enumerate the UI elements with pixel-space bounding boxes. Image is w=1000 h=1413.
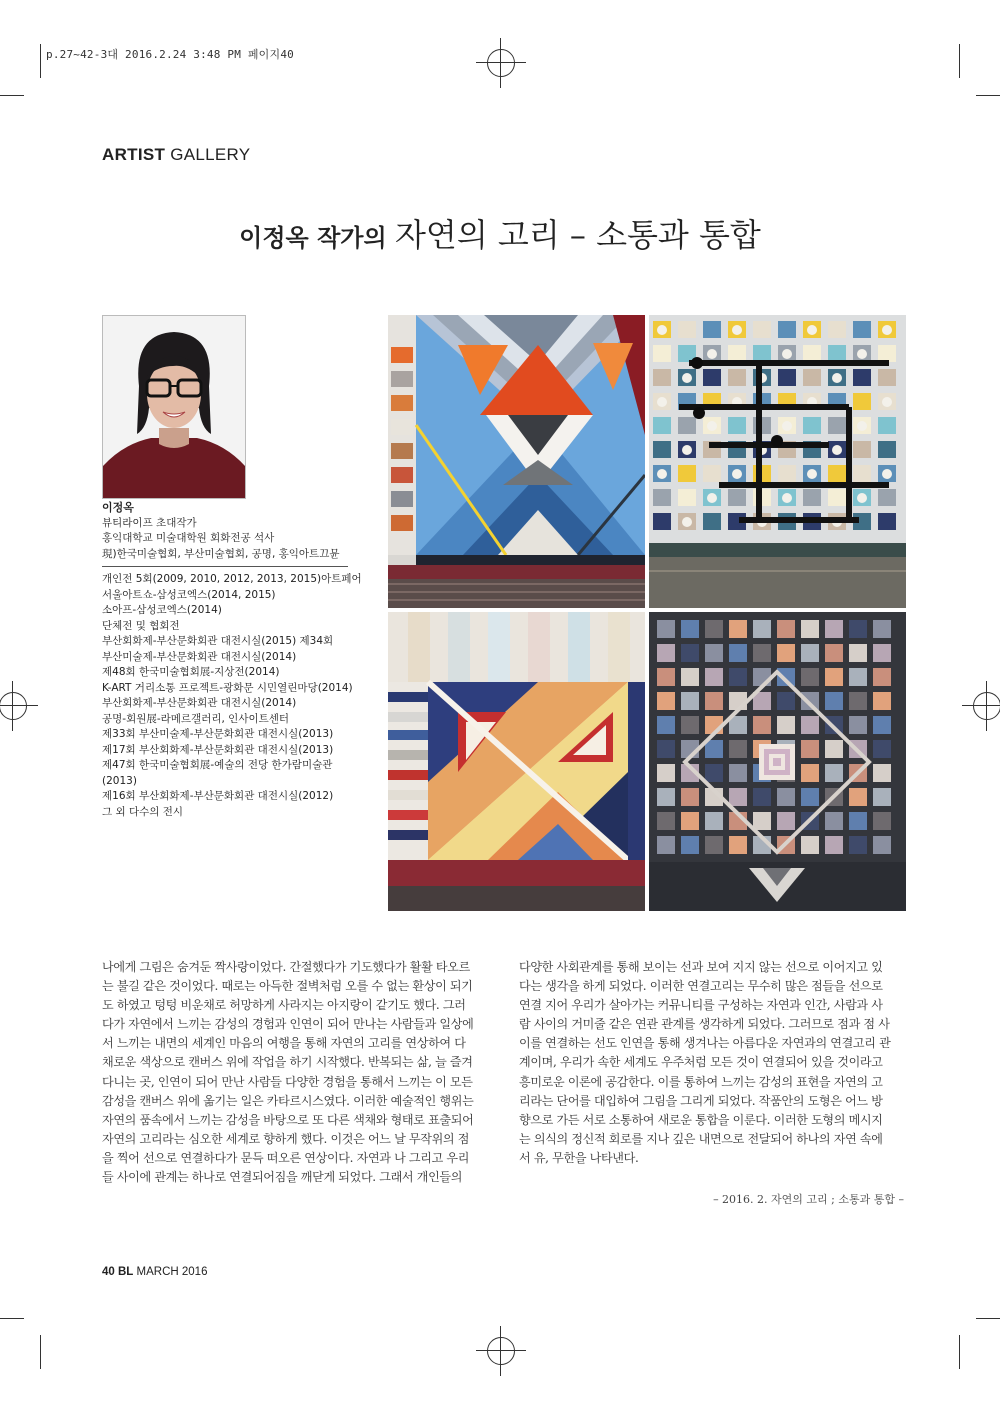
body-text-line: 다니는 곳, 인연이 되어 만난 사람들 다양한 경험을 통해서 느끼는 이 모든 [102,1074,473,1089]
essay-signature: – 2016. 2. 자연의 고리 ; 소통과 통합 – [713,1193,904,1206]
body-text-line: 리라는 단어를 대입하여 그림을 그리게 되었다. 작품안의 도형은 어느 방 [519,1093,883,1108]
title-main: 자연의 고리 – 소통과 통합 [395,216,761,254]
bio-line: 現)한국미술협회, 부산미술협회, 공명, 홍익아트끄뮨 [102,547,340,560]
body-text-line: 도 하였고 텅텅 비운채로 허망하게 사라지는 아지랑이 같기도 했다. 그러 [102,998,466,1013]
exhibition-line: 부산회화제-부산문화회관 대전시실(2015) 제34회 [102,635,334,647]
body-text-line: 흥미로운 이론에 공감한다. 이를 통하여 느끼는 감성의 표현을 자연의 고 [519,1074,883,1089]
bio-line: 뷰티라이프 초대작가 [102,516,197,529]
body-text-line: 서 유, 무한을 나타낸다. [519,1150,639,1165]
body-text-line: 서 느끼는 내면의 세계인 마음의 여행을 통해 자연의 고리를 연상하여 다 [102,1036,466,1051]
crop-mark [976,95,1000,96]
crop-mark [0,1318,24,1319]
body-text-line: 람 사이의 거미줄 같은 연관 관계를 생각하게 되었다. 그러므로 점과 점 사 [519,1017,890,1032]
artwork-top-left [388,315,645,608]
crop-mark [0,95,24,96]
exhibition-line: 제17회 부산회화제-부산문화회관 대전시실(2013) [102,743,334,756]
title-artist: 이정옥 작가의 [239,224,395,252]
body-column-1 [102,958,486,1187]
exhibition-line: 그 외 다수의 전시 [102,805,184,818]
exhibition-line: 서울아트쇼-삼성코엑스(2014, 2015) [102,588,276,601]
exhibition-line: 제47회 한국미술협회展-예술의 전당 한가람미술관(2013) [102,759,333,787]
exhibition-line: 부산미술제-부산문화회관 대전시실(2014) [102,650,297,663]
exhibition-line: 개인전 5회(2009, 2010, 2012, 2013, 2015)아트페어 [102,573,362,585]
crop-mark [976,1318,1000,1319]
exhibition-line: 부산회화제-부산문화회관 대전시실(2014) [102,697,297,709]
crop-mark [40,1335,41,1369]
body-text-line: 이를 연결하는 선도 인연을 통해 생겨나는 아름다운 자연과의 연결고리 관 [519,1036,891,1051]
body-text-line: 자연의 고리라는 심오한 세계로 향하게 했다. 이것은 어느 날 무작위의 점 [102,1131,470,1146]
artwork-top-right [649,315,906,608]
body-text-line: 연결 지어 우리가 살아가는 커뮤니티를 구성하는 자연과 인간, 사람과 사 [519,998,883,1013]
artwork-bottom-left [388,612,645,911]
body-text-line: 다는 생각을 하게 되었다. 이러한 연결고리는 무수히 많은 점들을 선으로 [519,979,883,994]
body-text-line: 자연의 품속에서 느끼는 감성을 바탕으로 또 다른 색채와 형태로 표출되어 [102,1112,474,1127]
exhibition-line: K-ART 거리소통 프로젝트-광화문 시민열린마당(2014) [102,681,353,694]
exhibition-line: 제16회 부산회화제-부산문화회관 대전시실(2012) [102,790,334,802]
body-text-line: 들 사이에 관계는 하나로 연결되어짐을 깨닫게 되었다. 그래서 개인들의 [102,1170,463,1185]
footer-issue: MARCH 2016 [133,1266,208,1278]
body-text-line: 감성을 캔버스 위에 옮기는 일은 카타르시스였다. 이러한 예술적인 행위는 [102,1093,474,1108]
registration-mark-bottom [487,1337,515,1365]
exhibition-line: 제33회 부산미술제-부산문화회관 대전시실(2013) [102,728,334,740]
artist-portrait [102,315,246,499]
exhibition-line: 단체전 및 협회전 [102,619,180,632]
footer-page-number: 40 BL [102,1266,134,1278]
registration-mark-left [0,692,27,720]
bio-divider [102,566,348,567]
exhibition-line: 공명-회원展-라메르갤러리, 인사이트센터 [102,712,290,725]
body-text-line: 는 불길 같은 것이었다. 때로는 아득한 절벽처럼 오를 수 없는 환상이 되기 [102,979,473,994]
crop-mark [959,44,960,78]
section-label [102,145,250,165]
body-text-line: 는 의식의 정신적 회로를 지나 깊은 내면으로 전달되어 하나의 자연 속에 [519,1131,883,1146]
artist-name: 이정옥 [102,501,134,514]
crop-mark [40,44,41,78]
body-text-line: 향으로 가든 서로 소통하여 새로운 통합을 이룬다. 이러한 도형의 메시지 [519,1112,883,1127]
page-footer [102,1266,207,1278]
body-text-line: 을 찍어 선으로 연결하다가 문득 떠오른 연상이다. 자연과 나 그리고 우리 [102,1150,470,1165]
registration-mark-right [973,692,1000,720]
registration-mark-top [487,49,515,77]
print-slug: p.27~42-3대 2016.2.24 3:48 PM 페이지40 [46,48,294,61]
portrait-image [103,316,245,498]
body-text-line: 채로운 색상으로 캔버스 위에 작업을 하기 시작했다. 반복되는 삶, 늘 즐겨 [102,1055,473,1070]
body-text-line: 나에게 그림은 숨겨둔 짝사랑이었다. 간절했다가 기도했다가 활활 타오르 [102,960,470,974]
artist-bio [102,500,362,820]
exhibition-line: 제48회 한국미술협회展-지상전(2014) [102,666,280,678]
bio-line: 홍익대학교 미술대학원 회화전공 석사 [102,532,275,544]
body-text-line: 다가 자연에서 느끼는 감성의 경험과 인연이 되어 만나는 사람들과 일상에 [102,1017,474,1032]
body-text-line: 계이며, 우리가 속한 세계도 우주처럼 모든 것이 연결되어 있을 것이라고 [519,1055,883,1070]
artwork-bottom-right [649,612,906,911]
page-title [0,210,1000,256]
body-text-line: 다양한 사회관계를 통해 보이는 선과 보여 지지 않는 선으로 이어지고 있 [519,960,883,974]
crop-mark [959,1335,960,1369]
section-label-bold: ARTIST [102,145,166,164]
exhibition-line: 소아프-삼성코엑스(2014) [102,604,222,616]
body-column-2 [519,958,907,1168]
section-label-rest: GALLERY [165,145,251,164]
